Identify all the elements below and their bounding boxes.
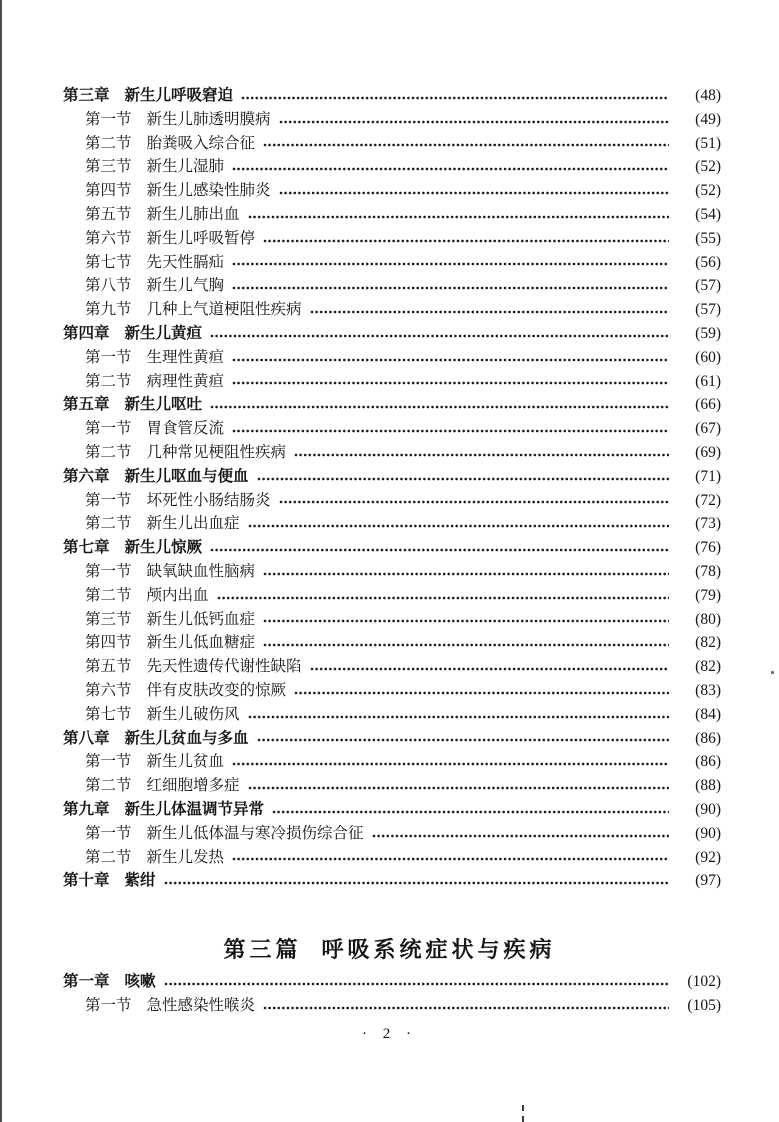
dot-leader [263, 142, 669, 148]
toc-entry-page: (57) [695, 301, 721, 319]
toc-entry-title: 先天性膈疝 [146, 253, 225, 271]
dot-leader [210, 333, 669, 339]
part-heading-label: 第三篇 [223, 937, 302, 962]
part-heading-title: 呼吸系统症状与疾病 [321, 937, 556, 962]
toc-entry-section [63, 774, 721, 798]
toc-entry-section [63, 346, 721, 370]
dot-leader [263, 238, 669, 244]
dot-leader [310, 309, 669, 315]
dot-leader [164, 880, 669, 886]
toc-entry-number: 第七章 [63, 539, 110, 557]
toc-entry-section [63, 631, 721, 655]
dot-leader [248, 785, 669, 791]
toc-entry-number: 第四节 [85, 634, 132, 652]
dot-leader [232, 261, 669, 267]
toc-entry-title: 胎粪吸入综合征 [146, 134, 256, 152]
toc-entry-title: 新生儿贫血与多血 [124, 729, 249, 747]
toc-entry-title: 伴有皮肤改变的惊厥 [146, 681, 287, 699]
dot-leader [279, 499, 669, 505]
toc-entry-page: (88) [695, 777, 721, 795]
dot-leader [232, 285, 669, 291]
dot-leader [232, 380, 669, 386]
toc-entry-section [63, 203, 721, 227]
toc-entry-title: 红细胞增多症 [146, 777, 240, 795]
toc-entry-section [63, 441, 721, 465]
toc-entry-number: 第二节 [85, 134, 132, 152]
toc-entry-title: 新生儿肺出血 [146, 205, 240, 223]
dot-leader [164, 981, 669, 987]
dot-leader [232, 856, 669, 862]
toc-entry-page: (66) [695, 396, 721, 414]
dot-leader [263, 618, 669, 624]
dot-leader [263, 571, 669, 577]
toc-entry-section [63, 655, 721, 679]
toc-entry-chapter [63, 84, 721, 108]
dot-leader [210, 404, 669, 410]
toc-entry-number: 第六节 [85, 229, 132, 247]
dot-leader [232, 428, 669, 434]
toc-entry-page: (86) [695, 753, 721, 771]
toc-entry-page: (105) [687, 996, 721, 1014]
toc-entry-title: 生理性黄疸 [146, 348, 225, 366]
toc-entry-chapter [63, 465, 721, 489]
toc-entry-title: 新生儿出血症 [146, 515, 240, 533]
toc-entry-section [63, 370, 721, 394]
toc-entry-section [63, 298, 721, 322]
dot-leader [232, 357, 669, 363]
toc-entry-number: 第一章 [63, 973, 110, 990]
dot-leader [248, 714, 669, 720]
toc-entry-section [63, 994, 721, 1018]
toc-entry-number: 第二节 [85, 515, 132, 533]
toc-entry-page: (86) [695, 729, 721, 747]
dot-leader [248, 214, 669, 220]
toc-entry-number: 第一节 [85, 824, 132, 842]
toc-entry-title: 新生儿破伤风 [146, 705, 240, 723]
toc-entry-page: (56) [695, 253, 721, 271]
toc-entry-title: 新生儿体温调节异常 [124, 800, 265, 818]
toc-entry-title: 新生儿低血糖症 [146, 634, 256, 652]
toc-entry-title: 急性感染性喉炎 [146, 996, 256, 1014]
toc-entry-page: (57) [695, 277, 721, 295]
toc-entry-title: 咳嗽 [124, 973, 156, 990]
toc-entry-number: 第二节 [85, 777, 132, 795]
toc-entry-number: 第六章 [63, 467, 110, 485]
toc-entry-page: (52) [695, 158, 721, 176]
toc-entry-chapter [63, 869, 721, 893]
toc-entry-chapter [63, 727, 721, 751]
toc-entry-page: (84) [695, 705, 721, 723]
toc-entry-title: 几种上气道梗阻性疾病 [146, 301, 302, 319]
toc-entry-title: 颅内出血 [146, 586, 209, 604]
toc-entry-page: (102) [687, 973, 721, 990]
dot-leader [272, 809, 669, 815]
toc-entry-number: 第二节 [85, 443, 132, 461]
toc-entry-section [63, 155, 721, 179]
dot-leader [263, 1005, 669, 1011]
part-heading [0, 933, 779, 964]
toc-entry-page: (51) [695, 134, 721, 152]
toc-entry-page: (69) [695, 443, 721, 461]
toc-entry-page: (90) [695, 800, 721, 818]
toc-entry-number: 第一节 [85, 348, 132, 366]
toc-entry-chapter [63, 322, 721, 346]
toc-entry-number: 第三节 [85, 610, 132, 628]
toc-entry-title: 新生儿呕吐 [124, 396, 203, 414]
dot-leader [232, 761, 669, 767]
toc-entry-number: 第一节 [85, 996, 132, 1014]
toc-entry-section [63, 108, 721, 132]
toc-entry-section [63, 417, 721, 441]
toc-entry-number: 第四章 [63, 324, 110, 342]
toc-entry-section [63, 227, 721, 251]
toc-entry-title: 胃食管反流 [146, 420, 225, 438]
toc-entry-number: 第一节 [85, 110, 132, 128]
dot-leader [248, 523, 669, 529]
toc-entry-section [63, 512, 721, 536]
toc-entry-page: (59) [695, 324, 721, 342]
toc-entry-number: 第九节 [85, 301, 132, 319]
toc-entry-number: 第三章 [63, 87, 110, 104]
toc-entry-page: (61) [695, 372, 721, 390]
toc-entry-number: 第八章 [63, 729, 110, 747]
toc-entry-title: 先天性遗传代谢性缺陷 [146, 658, 302, 676]
toc-entry-number: 第一节 [85, 753, 132, 771]
toc-entry-number: 第四节 [85, 182, 132, 200]
dot-leader [279, 190, 669, 196]
dot-leader [263, 642, 669, 648]
toc-entry-title: 病理性黄疸 [146, 372, 225, 390]
toc-entry-title: 新生儿黄疸 [124, 324, 203, 342]
toc-entry-title: 新生儿呼吸暂停 [146, 229, 256, 247]
toc-entry-section [63, 251, 721, 275]
dot-leader [279, 119, 669, 125]
toc-entry-number: 第三节 [85, 158, 132, 176]
toc-entry-number: 第九章 [63, 800, 110, 818]
toc-entry-number: 第八节 [85, 277, 132, 295]
toc-entry-title: 新生儿肺透明膜病 [146, 110, 271, 128]
toc-entry-page: (49) [695, 110, 721, 128]
toc-entry-section [63, 703, 721, 727]
dot-leader [294, 690, 669, 696]
scan-speck-artifact [771, 671, 774, 674]
toc-entry-page: (82) [695, 658, 721, 676]
toc-entry-title: 坏死性小肠结肠炎 [146, 491, 271, 509]
toc-entry-chapter [63, 970, 721, 994]
toc-entry-number: 第一节 [85, 420, 132, 438]
toc-entry-page: (83) [695, 681, 721, 699]
toc-entry-title: 新生儿低体温与寒冷损伤综合征 [146, 824, 364, 842]
toc-entry-section [63, 489, 721, 513]
toc-entry-section [63, 822, 721, 846]
toc-entry-section [63, 750, 721, 774]
toc-entry-title: 新生儿湿肺 [146, 158, 225, 176]
toc-entry-page: (71) [695, 467, 721, 485]
toc-entry-number: 第五节 [85, 658, 132, 676]
toc-entry-number: 第二节 [85, 848, 132, 866]
toc-entry-title: 新生儿感染性肺炎 [146, 182, 271, 200]
dot-leader [232, 166, 669, 172]
toc-section-newborn [63, 84, 721, 893]
toc-entry-number: 第六节 [85, 681, 132, 699]
toc-entry-page: (97) [695, 872, 721, 890]
toc-entry-page: (79) [695, 586, 721, 604]
toc-entry-page: (73) [695, 515, 721, 533]
toc-entry-section [63, 132, 721, 156]
toc-entry-chapter [63, 393, 721, 417]
toc-entry-section [63, 560, 721, 584]
toc-entry-page: (76) [695, 539, 721, 557]
toc-entry-number: 第七节 [85, 253, 132, 271]
toc-entry-number: 第五节 [85, 205, 132, 223]
toc-entry-title: 新生儿发热 [146, 848, 225, 866]
toc-entry-title: 紫绀 [124, 872, 156, 890]
toc-entry-title: 新生儿气胸 [146, 277, 225, 295]
toc-entry-number: 第一节 [85, 562, 132, 580]
dot-leader [257, 476, 669, 482]
page-footer: · 2 · [362, 1026, 417, 1042]
toc-entry-page: (52) [695, 182, 721, 200]
toc-entry-title: 新生儿呼吸窘迫 [124, 87, 234, 104]
toc-entry-number: 第二节 [85, 586, 132, 604]
toc-entry-page: (92) [695, 848, 721, 866]
toc-entry-title: 新生儿贫血 [146, 753, 225, 771]
toc-entry-title: 新生儿呕血与便血 [124, 467, 249, 485]
toc-entry-title: 新生儿低钙血症 [146, 610, 256, 628]
toc-entry-number: 第二节 [85, 372, 132, 390]
toc-entry-page: (82) [695, 634, 721, 652]
toc-entry-section [63, 274, 721, 298]
toc-entry-page: (78) [695, 562, 721, 580]
toc-entry-title: 新生儿惊厥 [124, 539, 203, 557]
dot-leader [241, 95, 669, 101]
toc-entry-title: 几种常见梗阻性疾病 [146, 443, 287, 461]
dot-leader [310, 666, 669, 672]
toc-entry-page: (55) [695, 229, 721, 247]
toc-entry-section [63, 846, 721, 870]
toc-entry-page: (80) [695, 610, 721, 628]
toc-entry-number: 第十章 [63, 872, 110, 890]
toc-entry-page: (90) [695, 824, 721, 842]
toc-entry-chapter [63, 536, 721, 560]
toc-entry-title: 缺氧缺血性脑病 [146, 562, 256, 580]
toc-entry-page: (54) [695, 205, 721, 223]
toc-entry-page: (72) [695, 491, 721, 509]
toc-entry-section [63, 679, 721, 703]
dot-leader [372, 833, 669, 839]
toc-entry-page: (67) [695, 420, 721, 438]
scan-dash-artifact [522, 1105, 524, 1122]
toc-entry-number: 第七节 [85, 705, 132, 723]
toc-entry-number: 第五章 [63, 396, 110, 414]
toc-entry-page: (60) [695, 348, 721, 366]
dot-leader [294, 452, 669, 458]
toc-entry-chapter [63, 798, 721, 822]
toc-entry-number: 第一节 [85, 491, 132, 509]
dot-leader [210, 547, 669, 553]
dot-leader [217, 595, 669, 601]
toc-entry-section [63, 179, 721, 203]
toc-entry-section [63, 584, 721, 608]
toc-entry-section [63, 608, 721, 632]
toc-entry-page: (48) [695, 87, 721, 104]
toc-section-respiratory [63, 970, 721, 1018]
dot-leader [257, 737, 669, 743]
